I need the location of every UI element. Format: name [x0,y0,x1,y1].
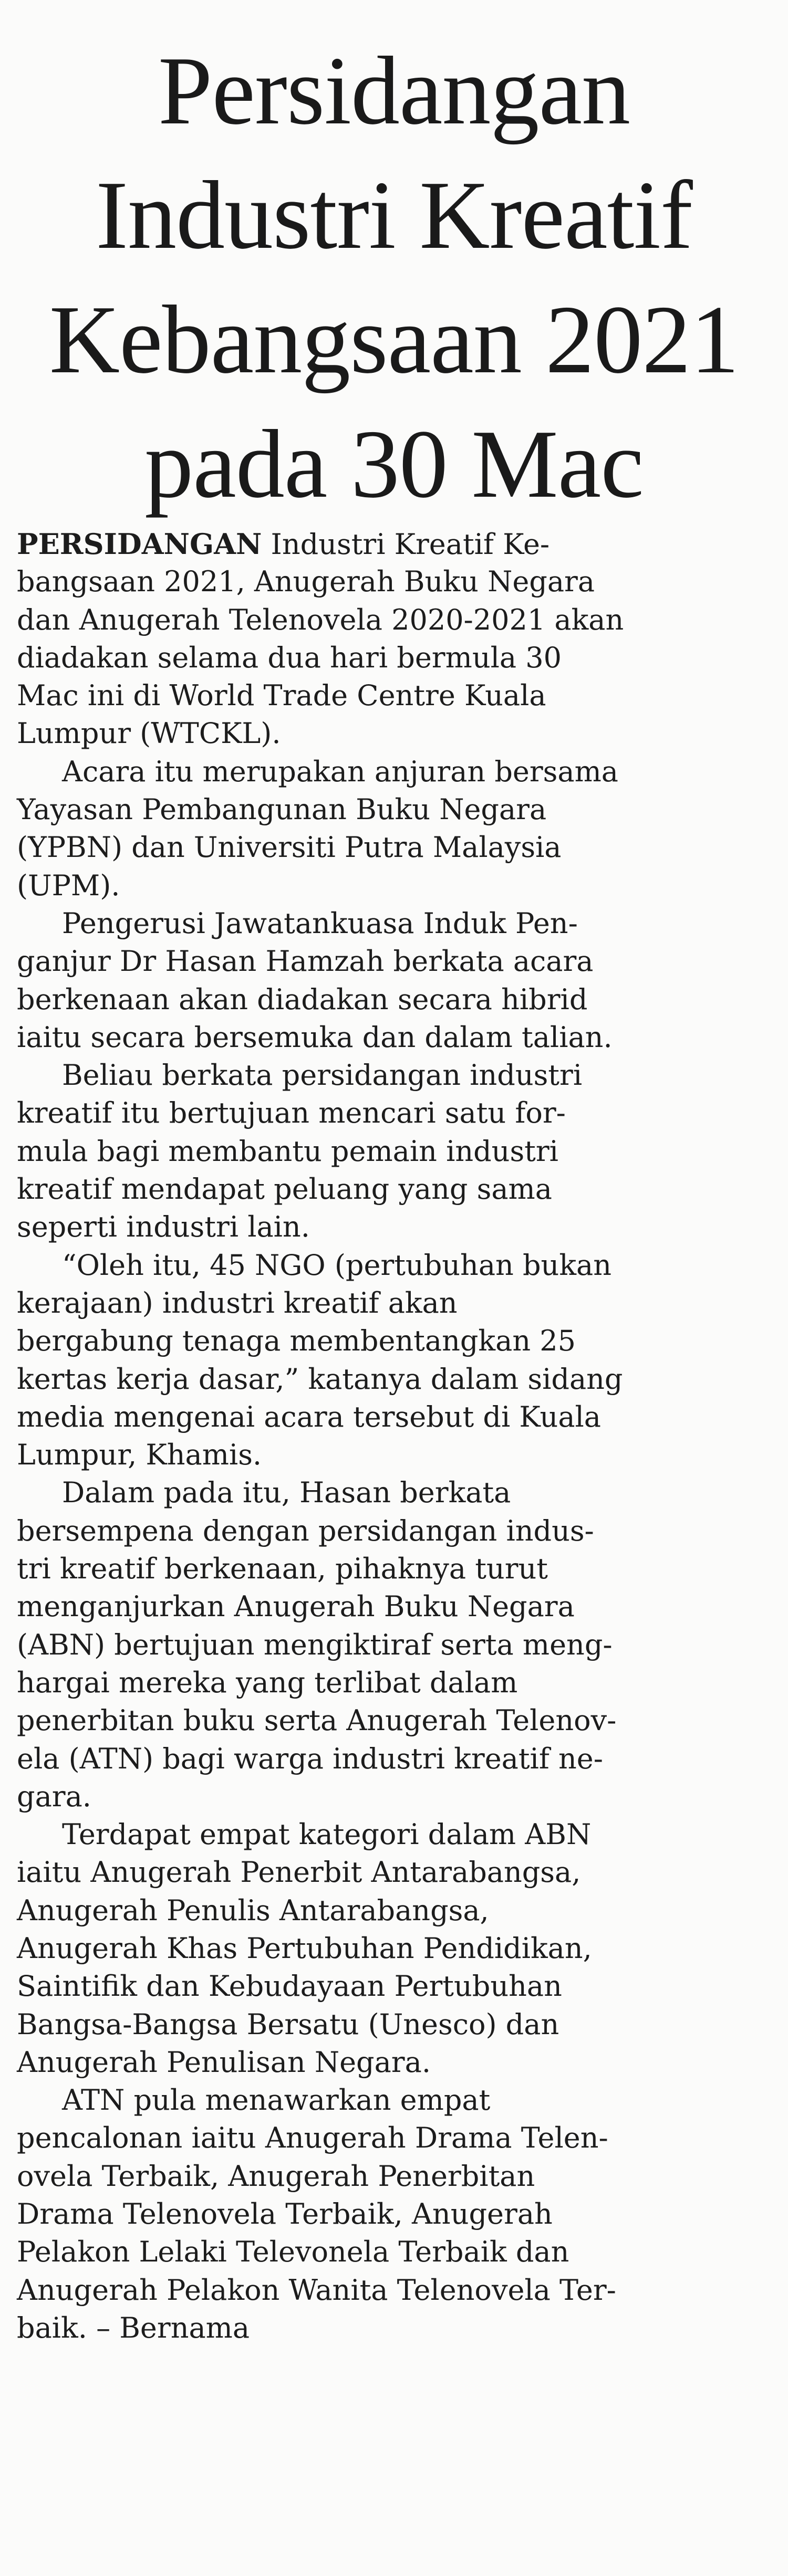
article-line: kerajaan) industri kreatif akan [17,1286,458,1320]
article-line: Pelakon Lelaki Televonela Terbaik dan [17,2235,569,2269]
article-line: Lumpur (WTCKL). [17,717,281,750]
article-line: menganjurkan Anugerah Buku Negara [17,1590,575,1624]
article-line: Bangsa-Bangsa Bersatu (Unesco) dan [17,2007,559,2041]
article-line: diadakan selama dua hari bermula 30 [17,641,562,674]
article-line: ganjur Dr Hasan Hamzah berkata acara [17,945,594,978]
article-line: Pengerusi Jawatankuasa Induk Pen- [62,906,578,940]
article-line: ela (ATN) bagi warga industri kreatif ne- [17,1742,603,1775]
article-line: Anugerah Pelakon Wanita Telenovela Ter- [17,2273,616,2307]
article-line: mula bagi membantu pemain industri [17,1134,558,1168]
article-line: iaitu secara bersemuka dan dalam talian. [17,1020,613,1054]
article-line: “Oleh itu, 45 NGO (pertubuhan bukan [62,1248,612,1282]
article-line: Beliau berkata persidangan industri [62,1059,583,1092]
article-line: baik. – Bernama [17,2311,250,2344]
headline-line: Industri Kreatif [96,161,692,269]
article-line: Anugerah Penulis Antarabangsa, [17,1893,489,1927]
article-line: penerbitan buku serta Anugerah Telenov- [17,1704,617,1737]
article-line: dan Anugerah Telenovela 2020-2021 akan [17,603,624,636]
article-line: gara. [17,1779,91,1813]
article-paragraph [17,1816,673,2081]
article-line: hargai mereka yang terlibat dalam [17,1666,518,1699]
headline-line: pada 30 Mac [144,410,644,518]
article-line: pencalonan iaitu Anugerah Drama Telen- [17,2121,608,2155]
article-line: berkenaan akan diadakan secara hibrid [17,982,588,1016]
article-line: ovela Terbaik, Anugerah Penerbitan [17,2159,535,2193]
article-line: bergabung tenaga membentangkan 25 [17,1324,576,1358]
article-line: Mac ini di World Trade Centre Kuala [17,679,546,713]
article-line: Anugerah Penulisan Negara. [17,2045,431,2079]
lead-word: PERSIDANGAN [17,527,262,561]
article-line: kreatif mendapat peluang yang sama [17,1172,552,1206]
article-paragraph [17,1056,673,1246]
article-line: (ABN) bertujuan mengiktiraf serta meng- [17,1628,613,1661]
article-line [17,525,673,563]
article-line: seperti industri lain. [17,1210,310,1244]
article-line: Dalam pada itu, Hasan berkata [62,1476,511,1510]
article-line: kreatif itu bertujuan mencari satu for- [17,1096,566,1130]
headline [16,29,772,527]
article-line: Yayasan Pembangunan Buku Negara [17,793,547,826]
article-line: Acara itu merupakan anjuran bersama [62,755,618,788]
article-line: Saintifik dan Kebudayaan Pertubuhan [17,1970,562,2003]
article-line: bangsaan 2021, Anugerah Buku Negara [17,565,595,599]
article-line: (YPBN) dan Universiti Putra Malaysia [17,831,562,864]
article-line: Lumpur, Khamis. [17,1438,262,1472]
article-paragraph [17,525,673,753]
article-line: Anugerah Khas Pertubuhan Pendidikan, [17,1931,592,1965]
lead-line-text: Industri Kreatif Ke- [262,528,550,561]
article-line: bersempena dengan persidangan indus- [17,1514,594,1547]
article-paragraph [17,1474,673,1816]
article-line: ATN pula menawarkan empat [62,2083,491,2117]
article-body [17,525,673,2347]
headline-line: Persidangan [158,37,630,145]
article-paragraph [17,753,673,905]
article-line: tri kreatif berkenaan, pihaknya turut [17,1552,548,1586]
article-line: media mengenai acara tersebut di Kuala [17,1400,601,1433]
article-paragraph [17,905,673,1056]
article-line: iaitu Anugerah Penerbit Antarabangsa, [17,1856,581,1889]
article-line: Drama Telenovela Terbaik, Anugerah [17,2197,553,2231]
article-line: Terdapat empat kategori dalam ABN [62,1818,592,1851]
headline-line: Kebangsaan 2021 [49,286,739,394]
article-line: (UPM). [17,868,120,902]
article-paragraph [17,2081,673,2347]
article-line: kertas kerja dasar,” katanya dalam sidang [17,1362,623,1396]
article-paragraph [17,1247,673,1474]
